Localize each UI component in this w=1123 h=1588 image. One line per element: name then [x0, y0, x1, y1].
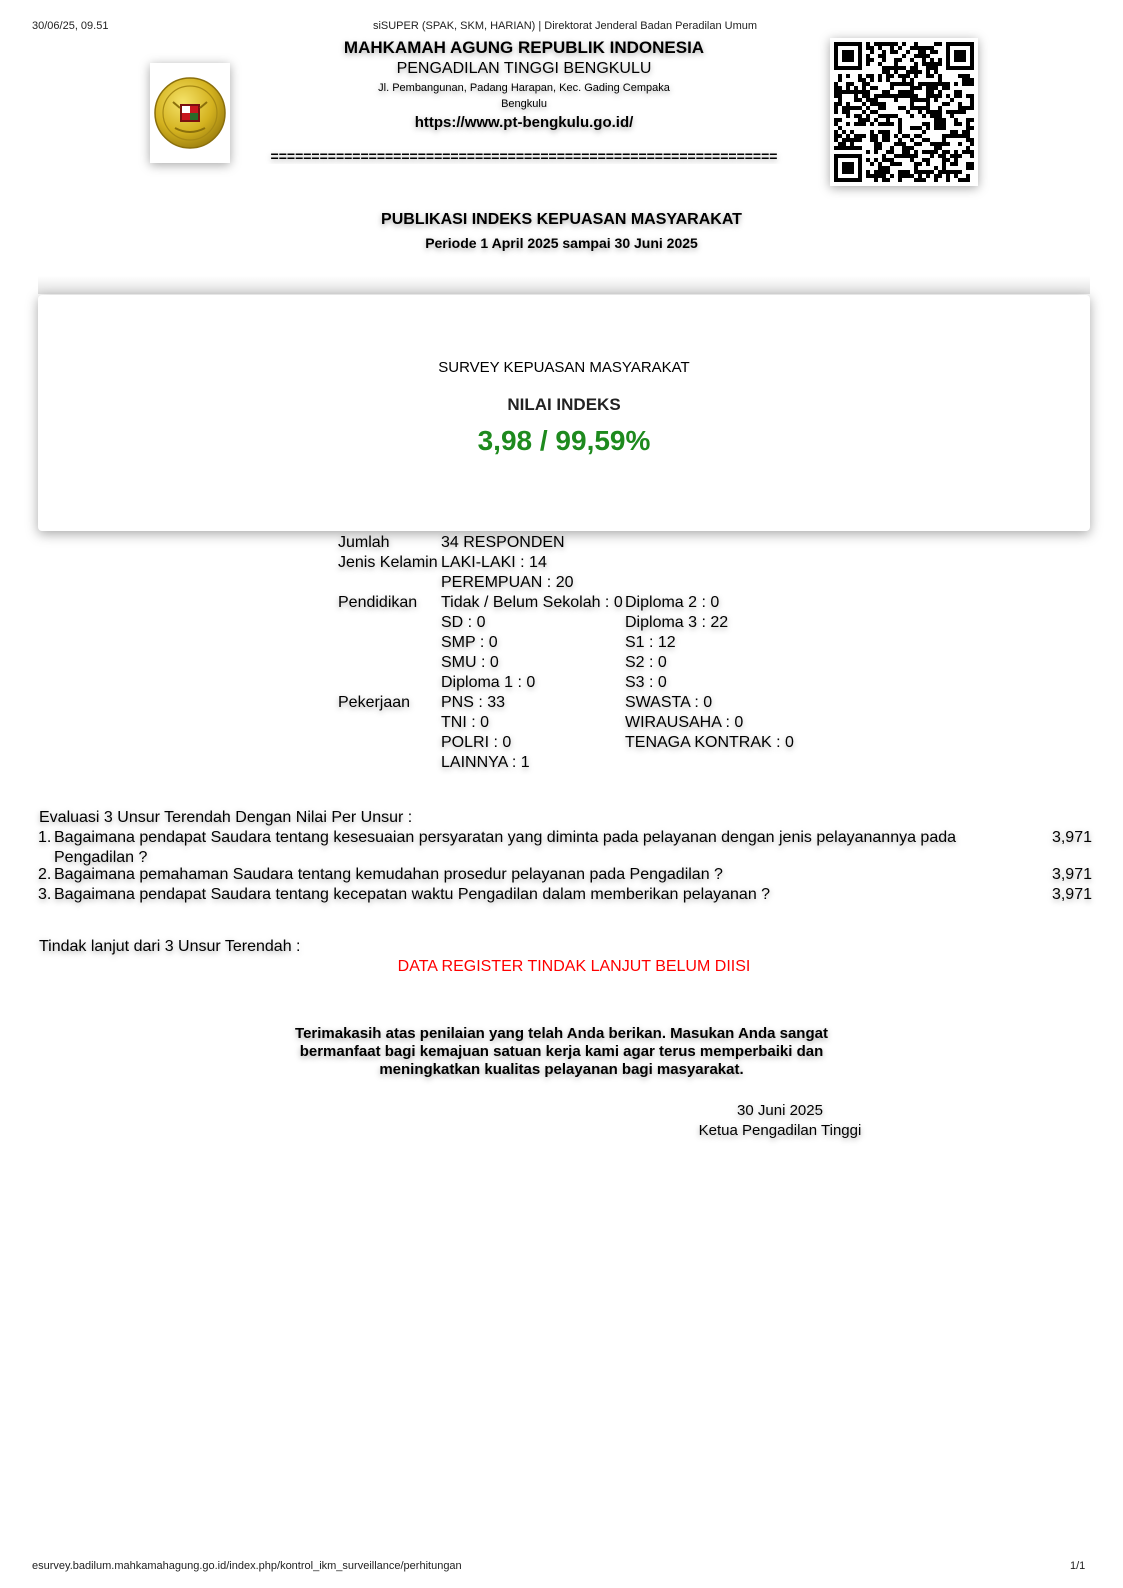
education-item: Diploma 2 : 0 [625, 594, 720, 611]
gender-label: Jenis Kelamin [338, 554, 438, 571]
qr-module [970, 178, 974, 182]
gender-male: LAKI-LAKI : 14 [441, 554, 547, 571]
evaluation-item-value: 3,971 [1051, 866, 1092, 883]
job-item: POLRI : 0 [441, 734, 512, 751]
index-card [38, 295, 1090, 531]
court-city: Bengkulu [501, 98, 547, 110]
evaluation-item-question: Bagaimana pendapat Saudara tentang kecepatan waktu Pengadilan dalam memberikan pelayanan ? [54, 886, 771, 903]
evaluation-item-question: Bagaimana pemahaman Saudara tentang kemudahan prosedur pelayanan pada Pengadilan ? [54, 866, 723, 883]
index-value: 3,98 / 99,59% [477, 425, 651, 456]
publication-title: PUBLIKASI INDEKS KEPUASAN MASYARAKAT [381, 211, 742, 228]
education-item: S1 : 12 [625, 634, 676, 651]
evaluation-item [38, 885, 1092, 905]
print-page-number: 1/1 [1070, 1560, 1086, 1572]
job-item: TNI : 0 [441, 714, 490, 731]
court-name: PENGADILAN TINGGI BENGKULU [396, 60, 652, 77]
print-page-title: siSUPER (SPAK, SKM, HARIAN) | Direktorat Jenderal Badan Peradilan Umum [372, 20, 758, 32]
closing-line-3: meningkatkan kualitas pelayanan bagi masyarakat. [379, 1061, 744, 1078]
evaluation-item-question: Bagaimana pendapat Saudara tentang kesesuaian persyaratan yang diminta pada pelayanan dengan jenis pelayanannya pada Pengadilan ? [54, 829, 957, 866]
closing-line-1: Terimakasih atas penilaian yang telah Anda berikan. Masukan Anda sangat [295, 1025, 828, 1042]
job-item: SWASTA : 0 [625, 694, 713, 711]
court-website[interactable]: https://www.pt-bengkulu.go.id/ [414, 114, 634, 131]
education-item: Diploma 3 : 22 [625, 614, 729, 631]
publication-period: Periode 1 April 2025 sampai 30 Juni 2025 [425, 235, 698, 251]
education-item: SD : 0 [441, 614, 486, 631]
card-shadow [38, 276, 1090, 294]
survey-label: SURVEY KEPUASAN MASYARAKAT [438, 359, 690, 376]
header-separator: ============================================================== [270, 148, 778, 164]
job-item: LAINNYA : 1 [441, 754, 530, 771]
job-item: WIRAUSAHA : 0 [625, 714, 744, 731]
qr-code [830, 38, 978, 186]
education-label: Pendidikan [338, 594, 418, 611]
institution-name: MAHKAMAH AGUNG REPUBLIK INDONESIA [343, 38, 705, 57]
court-logo [150, 63, 230, 163]
jumlah-label: Jumlah [338, 534, 390, 551]
index-label: NILAI INDEKS [507, 395, 621, 414]
court-emblem-icon [153, 76, 227, 150]
print-datetime: 30/06/25, 09.51 [32, 20, 109, 32]
jumlah-value: 34 RESPONDEN [441, 534, 565, 551]
evaluation-item-value: 3,971 [1051, 886, 1092, 903]
follow-up-status: DATA REGISTER TINDAK LANJUT BELUM DIISI [397, 958, 751, 975]
job-item: TENAGA KONTRAK : 0 [625, 734, 794, 751]
evaluation-heading: Evaluasi 3 Unsur Terendah Dengan Nilai Per Unsur : [39, 809, 413, 826]
follow-up-heading: Tindak lanjut dari 3 Unsur Terendah : [39, 938, 301, 955]
education-item: S2 : 0 [625, 654, 667, 671]
court-address: Jl. Pembangunan, Padang Harapan, Kec. Gading Cempaka [378, 82, 670, 94]
job-label: Pekerjaan [338, 694, 411, 711]
print-url: esurvey.badilum.mahkamahagung.go.id/index.php/kontrol_ikm_surveillance/perhitungan [32, 1560, 462, 1572]
evaluation-item-value: 3,971 [1051, 829, 1092, 846]
closing-line-2: bermanfaat bagi kemajuan satuan kerja kami agar terus memperbaiki dan [299, 1043, 824, 1060]
sign-date: 30 Juni 2025 [737, 1102, 823, 1119]
education-item: SMU : 0 [441, 654, 499, 671]
gender-female: PEREMPUAN : 20 [441, 574, 574, 591]
qr-code-icon [834, 42, 974, 182]
evaluation-item-number: 3. [38, 886, 52, 903]
job-item: PNS : 33 [441, 694, 506, 711]
education-item: SMP : 0 [441, 634, 498, 651]
evaluation-item [38, 865, 1092, 885]
evaluation-item-number: 2. [38, 866, 52, 883]
evaluation-item [38, 828, 1092, 868]
education-item: Tidak / Belum Sekolah : 0 [441, 594, 623, 611]
education-item: S3 : 0 [625, 674, 667, 691]
education-item: Diploma 1 : 0 [441, 674, 536, 691]
signatory-title: Ketua Pengadilan Tinggi [698, 1122, 862, 1139]
evaluation-item-number: 1. [38, 829, 52, 846]
